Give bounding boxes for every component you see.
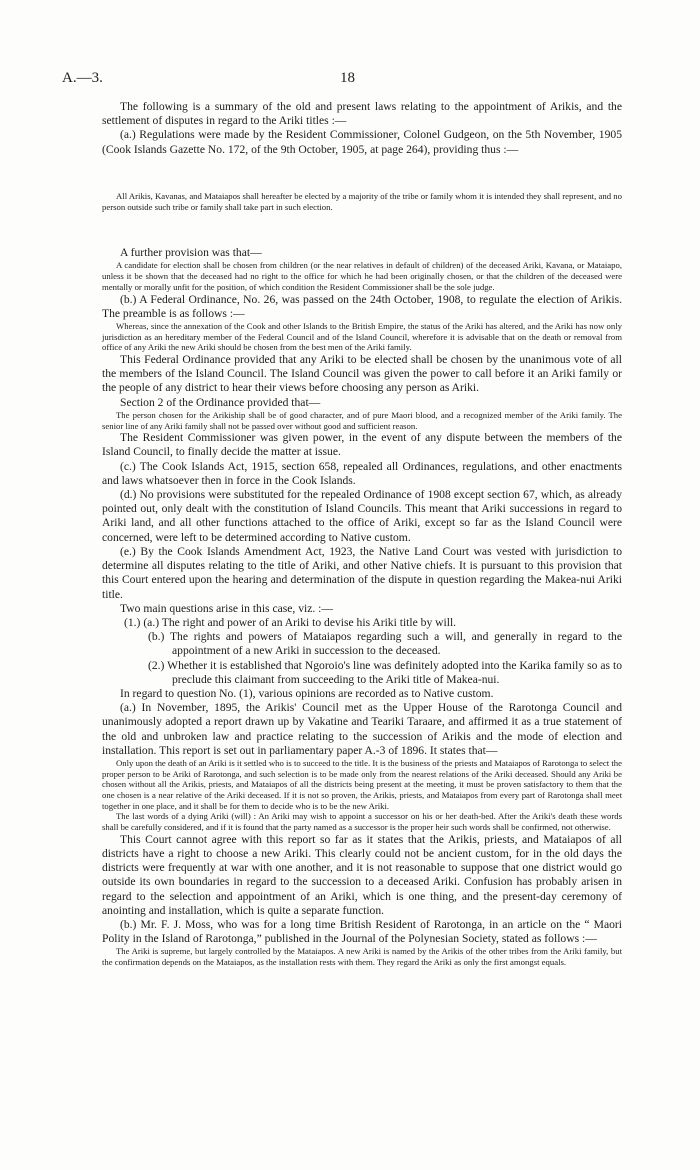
quoted-paragraph: Whereas, since the annexation of the Cook and other Islands to the British Empire, the status of the Ariki has altered, and the Ariki has now only jurisdiction as an hereditary member of the Federal Council and of the Island Council, wherefore it is advisable that on the death or removal from office of any Ariki the new Ariki should be chosen from the best men of the Ariki family. [102, 320, 622, 353]
paragraph: The following is a summary of the old and present laws relating to the appointment of Arikis, and the settlement of disputes in regard to the Ariki titles :— [102, 100, 622, 128]
document-reference: A.—3. [62, 70, 103, 86]
paragraph: The Resident Commissioner was given power, in the event of any dispute between the members of the Island Council, to finally decide the matter at issue. [102, 431, 622, 459]
quoted-paragraph: The last words of a dying Ariki (will) : An Ariki may wish to appoint a successor on his or her death-bed. After the Ariki's death these words shall be carefully considered, and if it is found that the party named as a successor is the proper heir such words shall be confirmed, not otherwise. [102, 811, 622, 833]
paragraph: (e.) By the Cook Islands Amendment Act, 1923, the Native Land Court was vested with jurisdiction to determine all disputes relating to the title of Ariki, and other Native chiefs. It is pursuant to this provision that this Court entered upon the hearing and determination of the dispute in question regarding the Makea-nui Ariki title. [102, 544, 622, 601]
paragraph: A further provision was that— [120, 246, 262, 260]
spacer [102, 173, 622, 175]
paragraph: This Court cannot agree with this report so far as it states that the Arikis, priests, and Mataiapos of all districts have a right to choose a new Ariki. This clearly could not be ancient custom, for in the old days the districts were frequently at war with one another, and it is not reasonable to suppose that one district would go outside its own boundaries in regard to the succession to a deceased Ariki. Confusion has probably arisen in regard to the selection and appointment of an Ariki, which is one thing, and the present-day ceremony of anointing and installation, which is quite a separate function. [102, 832, 622, 917]
quoted-paragraph: The person chosen for the Arikiship shall be of good character, and of pure Maori blood, and a recognized member of the Ariki family. The senior line of any Ariki family shall not be passed over without good and sufficient reason. [102, 409, 622, 431]
paragraph: (2.) Whether it is established that Ngoroio's line was definitely adopted into the Karika family so as to preclude this claimant from succeeding to the Ariki title of Makea-nui. [148, 658, 622, 686]
page-body [102, 100, 622, 968]
spacer [102, 228, 622, 230]
quoted-paragraph: All Arikis, Kavanas, and Mataiapos shall hereafter be elected by a majority of the tribe or family whom it is intended they shall represent, and no person outside such tribe or family shall take part in such election. [102, 190, 622, 212]
paragraph: Two main questions arise in this case, viz. :— [120, 601, 333, 615]
paragraph: (c.) The Cook Islands Act, 1915, section 658, repealed all Ordinances, regulations, and other enactments and laws whatsoever then in force in the Cook Islands. [102, 459, 622, 487]
paragraph: (d.) No provisions were substituted for the repealed Ordinance of 1908 except section 67, which, as already pointed out, only dealt with the constitution of Island Councils. This meant that Ariki successions in regard to Ariki land, and all other functions attached to the office of Ariki, except so far as the Island Council were concerned, were left to be determined according to Native custom. [102, 488, 622, 544]
paragraph: (1.) (a.) The right and power of an Ariki to devise his Ariki title by will. [124, 615, 457, 629]
paragraph: In regard to question No. (1), various opinions are recorded as to Native custom. [120, 686, 494, 700]
paragraph: (b.) Mr. F. J. Moss, who was for a long time British Resident of Rarotonga, in an article on the “ Maori Polity in the Island of Rarotonga,” published in the Journal of the Polynesian Society, stated as follows :— [102, 918, 622, 946]
quoted-paragraph: The Ariki is supreme, but largely controlled by the Mataiapos. A new Ariki is named by the Arikis of the other tribes from the Ariki family, but the confirmation depends on the Mataiapos, as the installation rests with them. They regard the Ariki as only the first amongst equals. [102, 946, 622, 968]
paragraph: (b.) The rights and powers of Mataiapos regarding such a will, and generally in regard to the appointment of a new Ariki in succession to the deceased. [148, 630, 622, 658]
quoted-paragraph: A candidate for election shall be chosen from children (or the near relatives in default of children) of the deceased Ariki, Kavana, or Mataiapo, unless it be shown that the deceased had no right to the office for which he had been originally chosen, or that the children of the deceased were mentally or morally unfit for the position, of which condition the Resident Commissioner shall be the sole judge. [102, 260, 622, 292]
paragraph: Section 2 of the Ordinance provided that— [120, 395, 321, 409]
page-header [0, 70, 700, 90]
paragraph: This Federal Ordinance provided that any Ariki to be elected shall be chosen by the unanimous vote of all the members of the Island Council. The Island Council was given the power to call before it an Ariki family or the people of any district to hear their views before choosing any person as Ariki. [102, 353, 622, 395]
paragraph: (a.) In November, 1895, the Arikis' Council met as the Upper House of the Rarotonga Council and unanimously adopted a report drawn up by Vakatine and Teariki Taraare, and affirmed it as a true statement of the old and unbroken law and practice relating to the succession of Arikis and the mode of election and installation. This report is set out in parliamentary paper A.-3 of 1896. It states that— [102, 701, 622, 757]
quoted-paragraph: Only upon the death of an Ariki is it settled who is to succeed to the title. It is the business of the priests and Mataiapos of Rarotonga to select the proper person to be Ariki of Rarotonga, and such selection is to be made only from the nearest relations of the Ariki deceased. Should any Ariki be chosen without all the Arikis, priests, and Mataiapos of all the districts being present at the meeting, it must be proven satisfactory to them that the one chosen is a near relative of the Ariki deceased. If it is not so proven, the Arikis, priests, and Mataiapos from every part of Rarotonga shall meet together in one place, and it shall be for them to decide who is to be the new Ariki. [102, 757, 622, 811]
paragraph: (b.) A Federal Ordinance, No. 26, was passed on the 24th October, 1908, to regulate the election of Arikis. The preamble is as follows :— [102, 292, 622, 320]
paragraph: (a.) Regulations were made by the Resident Commissioner, Colonel Gudgeon, on the 5th November, 1905 (Cook Islands Gazette No. 172, of the 9th October, 1905, at page 264), providing thus :— [102, 128, 622, 156]
page-number: 18 [340, 70, 355, 86]
